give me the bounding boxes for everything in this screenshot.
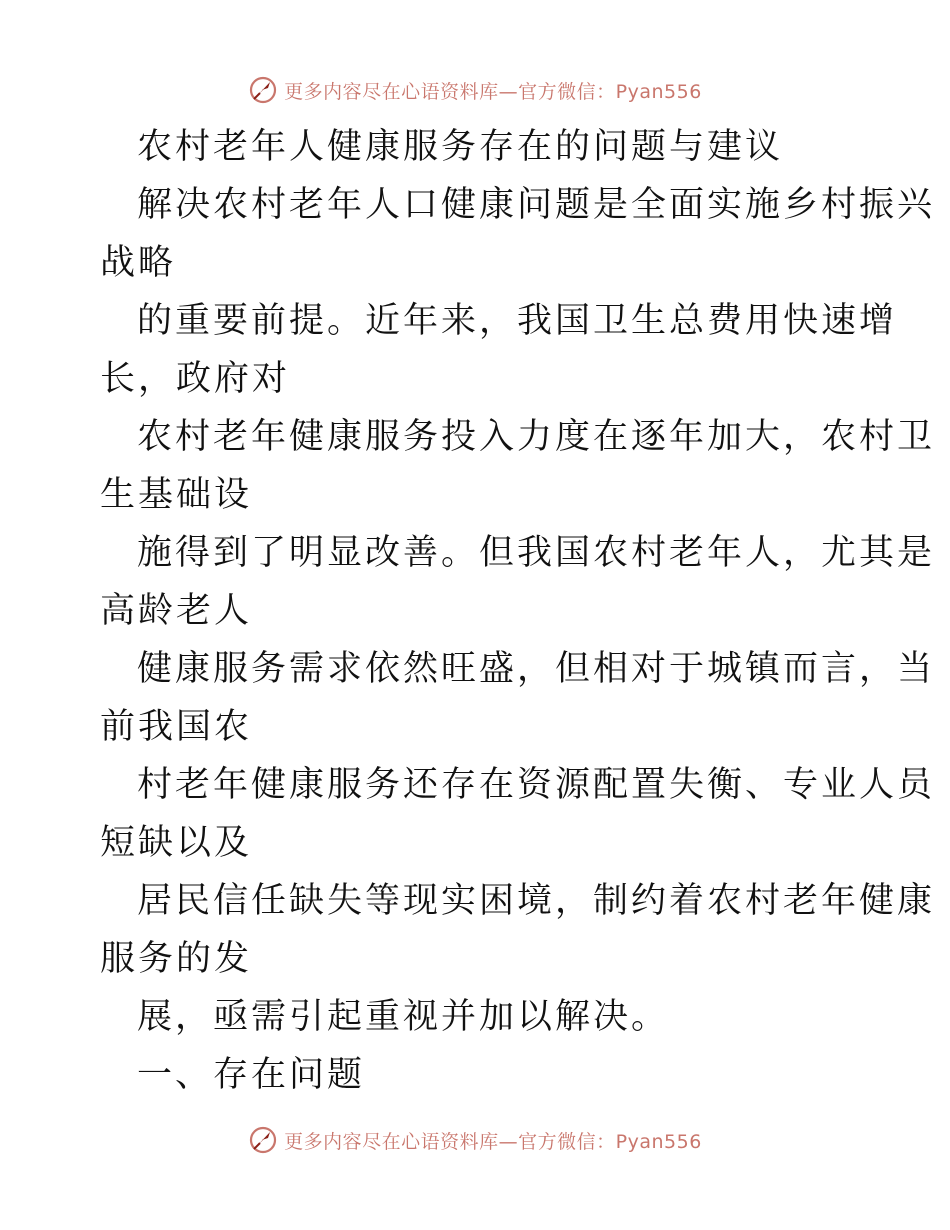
text-line: 展，亟需引起重视并加以解决。 — [137, 997, 670, 1037]
header-banner — [0, 72, 950, 108]
banner-text: 更多内容尽在心语资料库—官方微信：Pyan556 — [284, 1130, 702, 1153]
document-body — [100, 118, 936, 1104]
document-title: 农村老年人健康服务存在的问题与建议 — [137, 127, 784, 167]
text-line: 服务的发 — [100, 939, 253, 979]
text-line: 生基础设 — [100, 475, 253, 515]
text-line: 前我国农 — [100, 707, 253, 747]
section-heading: 一、存在问题 — [137, 1055, 366, 1095]
quill-logo-icon — [248, 75, 278, 105]
text-line: 战略 — [100, 243, 177, 283]
text-line: 高龄老人 — [100, 591, 253, 631]
quill-logo-icon — [248, 1125, 278, 1155]
text-line: 施得到了明显改善。但我国农村老年人，尤其是 — [137, 533, 936, 573]
banner-text: 更多内容尽在心语资料库—官方微信：Pyan556 — [284, 80, 702, 103]
text-line: 解决农村老年人口健康问题是全面实施乡村振兴 — [137, 185, 936, 225]
text-line: 健康服务需求依然旺盛，但相对于城镇而言，当 — [137, 649, 936, 689]
text-line: 长，政府对 — [100, 359, 291, 399]
text-line: 居民信任缺失等现实困境，制约着农村老年健康 — [137, 881, 936, 921]
text-line: 短缺以及 — [100, 823, 253, 863]
footer-banner — [0, 1122, 950, 1158]
text-line: 的重要前提。近年来，我国卫生总费用快速增 — [137, 301, 898, 341]
text-line: 村老年健康服务还存在资源配置失衡、专业人员 — [137, 765, 936, 805]
text-line: 农村老年健康服务投入力度在逐年加大，农村卫 — [137, 417, 936, 457]
